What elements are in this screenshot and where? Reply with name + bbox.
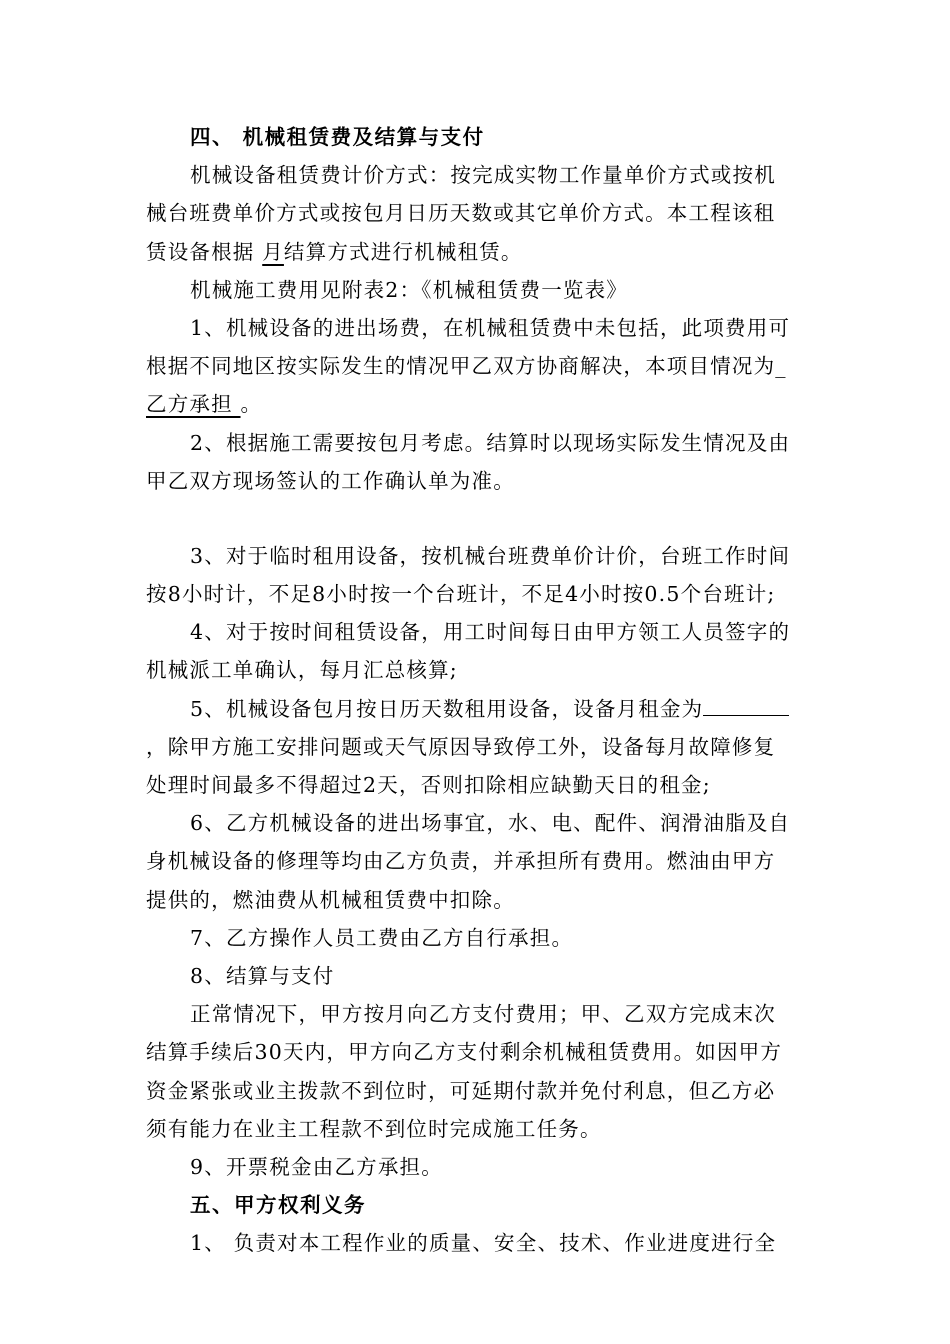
section-5-title: 五、甲方权利义务 (190, 1193, 366, 1218)
pricing-line-1: 机械设备租赁费计价方式：按完成实物工作量单价方式或按机 (190, 163, 776, 188)
item-5-line-1 (146, 690, 806, 728)
monthly-rent-blank (703, 693, 789, 716)
item-1-line-3 (146, 385, 806, 423)
item-1-line-2: 根据不同地区按实际发生的情况甲乙双方协商解决，本项目情况为_ (146, 354, 787, 379)
item-1-line-3-suffix: 。 (240, 392, 263, 417)
item-6-line-2: 身机械设备的修理等均由乙方负责，并承担所有费用。燃油由甲方 (146, 849, 776, 874)
document-body (146, 118, 806, 1262)
item-2-line-1: 2、根据施工需要按包月考虑。结算时以现场实际发生情况及由 (190, 430, 791, 455)
pricing-line-2: 械台班费单价方式或按包月日历天数或其它单价方式。本工程该租 (146, 201, 776, 226)
settlement-method-value: 月 (262, 239, 284, 264)
entry-exit-fee-value: 乙方承担 (146, 392, 241, 417)
item-8-line-2: 结算手续后30天内，甲方向乙方支付剩余机械租赁费用。如因甲方 (146, 1040, 783, 1065)
item-9: 9、开票税金由乙方承担。 (190, 1154, 443, 1179)
item-7: 7、乙方操作人员工费由乙方自行承担。 (190, 925, 574, 950)
item-4-line-2: 机械派工单确认，每月汇总核算; (146, 658, 458, 683)
item-2-line-2: 甲乙双方现场签认的工作确认单为准。 (146, 468, 515, 493)
item-8-title: 8、结算与支付 (190, 963, 335, 988)
item-5-line-1-text: 5、机械设备包月按日历天数租用设备，设备月租金为 (190, 696, 704, 721)
item-4-line-1: 4、对于按时间租赁设备，用工时间每日由甲方领工人员签字的 (190, 620, 791, 645)
blank-gap (146, 500, 806, 537)
item-5-line-3: 处理时间最多不得超过2天，否则扣除相应缺勤天日的租金; (146, 773, 711, 797)
item-8-line-3: 资金紧张或业主拨款不到位时，可延期付款并免付利息，但乙方必 (146, 1078, 776, 1103)
item-3-line-1: 3、对于临时租用设备，按机械台班费单价计价，台班工作时间 (190, 543, 791, 568)
item-3-line-2: 按8小时计，不足8小时按一个台班计，不足4小时按0.5个台班计; (146, 582, 776, 607)
pricing-line-3 (146, 233, 806, 271)
item-8-line-4: 须有能力在业主工程款不到位时完成施工任务。 (146, 1116, 602, 1141)
item-1-line-1: 1、机械设备的进出场费，在机械租赁费中未包括，此项费用可 (190, 315, 791, 340)
item-5-line-2: ，除甲方施工安排问题或天气原因导致停工外，设备每月故障修复 (146, 734, 776, 759)
pricing-line-3-suffix: 结算方式进行机械租赁。 (283, 239, 523, 264)
appendix-reference: 机械施工费用见附表2：《机械租赁费一览表》 (190, 277, 628, 302)
section-4-title: 四、 机械租赁费及结算与支付 (190, 125, 485, 149)
item-6-line-1: 6、乙方机械设备的进出场事宜，水、电、配件、润滑油脂及自 (190, 811, 791, 836)
item-6-line-3: 提供的，燃油费从机械租赁费中扣除。 (146, 887, 515, 912)
item-8-line-1: 正常情况下，甲方按月向乙方支付费用；甲、乙双方完成末次 (190, 1002, 776, 1027)
pricing-line-3-prefix: 赁设备根据 (146, 239, 263, 264)
section-5-item-1-line-1: 1、 负责对本工程作业的质量、安全、技术、作业进度进行全 (190, 1231, 777, 1256)
